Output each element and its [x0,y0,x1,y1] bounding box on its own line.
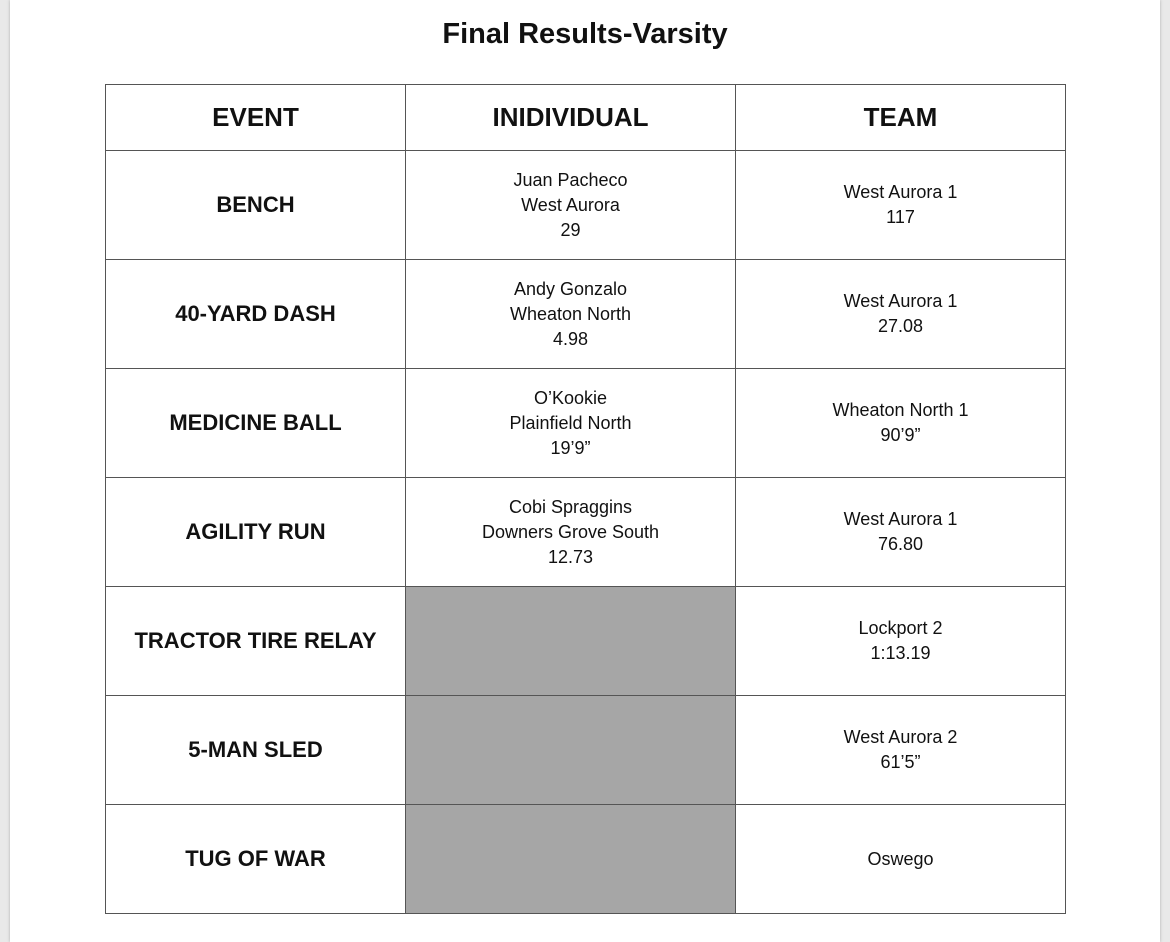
column-header-individual: INIDIVIDUAL [406,85,736,151]
event-name: BENCH [106,151,406,260]
team-name: West Aurora 2 [843,727,958,747]
individual-result-cell [406,478,736,587]
event-name: TUG OF WAR [106,805,406,914]
table-row [106,478,1066,587]
individual-result: 12.73 [547,546,594,567]
column-header-event: EVENT [106,85,406,151]
shaded-empty-cell [406,587,736,696]
individual-name: O’Kookie [533,387,608,408]
individual-result-cell [406,369,736,478]
team-result: 61’5” [880,752,921,772]
individual-result: 29 [560,219,581,240]
individual-result: 19’9” [550,437,591,458]
individual-school: Plainfield North [509,412,632,433]
shaded-empty-cell [406,696,736,805]
team-result-cell [736,478,1066,587]
individual-result: 4.98 [552,328,589,349]
team-result: 27.08 [877,316,924,336]
event-name: 40-YARD DASH [106,260,406,369]
team-result: 76.80 [877,534,924,554]
team-result-cell [736,369,1066,478]
team-result-cell [736,696,1066,805]
event-name: MEDICINE BALL [106,369,406,478]
team-result: 117 [886,207,915,227]
team-result-cell [736,151,1066,260]
individual-school: Wheaton North [509,303,632,324]
team-result: 90’9” [880,425,921,445]
team-name: Lockport 2 [858,618,943,638]
shaded-empty-cell [406,805,736,914]
table-row [106,805,1066,914]
individual-name: Cobi Spraggins [508,496,633,517]
individual-name: Andy Gonzalo [513,278,628,299]
table-row [106,151,1066,260]
individual-school: West Aurora [521,194,620,215]
team-result-cell [736,260,1066,369]
team-name: West Aurora 1 [843,291,958,311]
table-row [106,587,1066,696]
results-table [105,84,1066,914]
event-name: 5-MAN SLED [106,696,406,805]
individual-name: Juan Pacheco [513,169,628,190]
team-name: West Aurora 1 [843,509,958,529]
header-row [106,85,1066,151]
individual-school: Downers Grove South [481,521,660,542]
individual-result-cell [406,151,736,260]
event-name: AGILITY RUN [106,478,406,587]
document-page [10,0,1160,942]
results-body [106,151,1066,914]
page-title: Final Results-Varsity [442,18,728,50]
table-row [106,369,1066,478]
individual-result-cell [406,260,736,369]
team-result-cell [736,805,1066,914]
team-result: 1:13.19 [870,643,931,663]
team-name: Oswego [867,848,934,869]
table-row [106,696,1066,805]
team-name: Wheaton North 1 [832,400,969,420]
team-name: West Aurora 1 [843,182,958,202]
event-name: TRACTOR TIRE RELAY [106,587,406,696]
team-result-cell [736,587,1066,696]
column-header-team: TEAM [736,85,1066,151]
table-row [106,260,1066,369]
